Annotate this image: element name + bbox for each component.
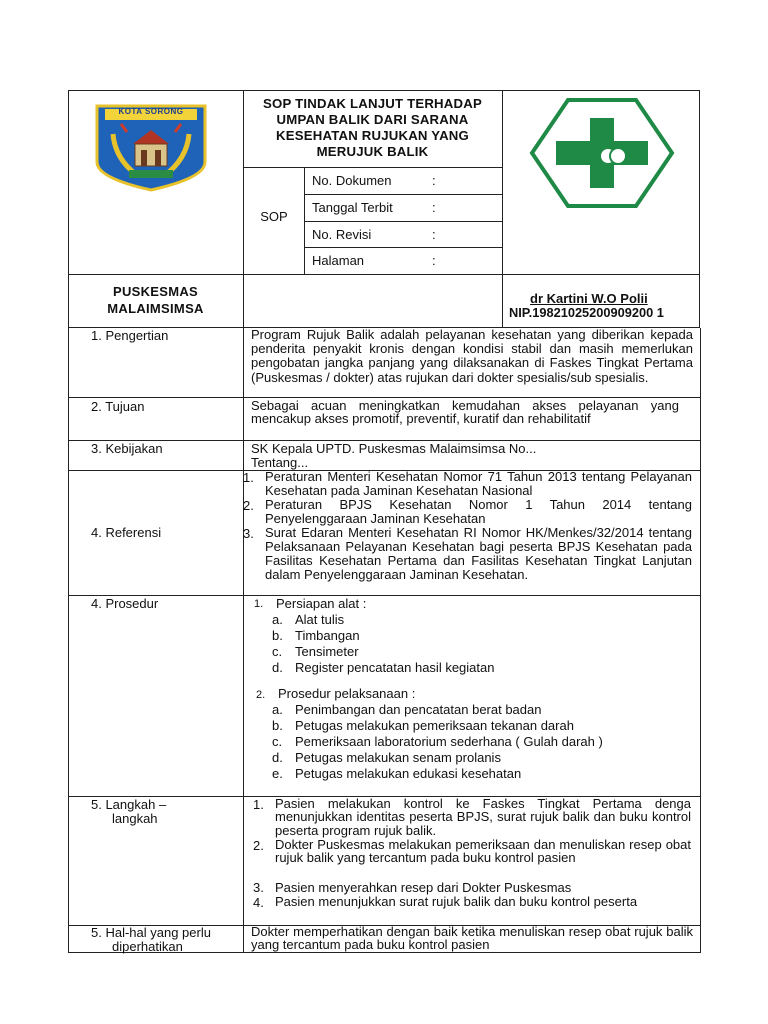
langkah-item: Pasien menyerahkan resep dari Dokter Puskesmas bbox=[275, 880, 572, 895]
field-label-tanggal-terbit: Tanggal Terbit bbox=[312, 200, 393, 215]
document-title: SOP TINDAK LANJUT TERHADAP UMPAN BALIK DARI SARANA KESEHATAN RUJUKAN YANG MERUJUK BALIK bbox=[263, 96, 482, 159]
prosedur-letter: b. bbox=[272, 628, 283, 643]
prosedur-item: Petugas melakukan pemeriksaan tekanan darah bbox=[295, 718, 574, 733]
signer-name: dr Kartini W.O Polii bbox=[530, 291, 648, 306]
prosedur-group-num: 1. bbox=[254, 598, 264, 610]
prosedur-letter: d. bbox=[272, 660, 283, 675]
section-label-tujuan: 2. Tujuan bbox=[91, 399, 145, 414]
puskesmas-logo bbox=[528, 98, 676, 208]
section-label-langkah-cont: langkah bbox=[112, 811, 158, 826]
prosedur-letter: d. bbox=[272, 750, 283, 765]
field-colon: : bbox=[432, 200, 436, 215]
kota-sorong-logo bbox=[93, 104, 209, 192]
prosedur-item: Tensimeter bbox=[295, 644, 359, 659]
prosedur-group-title: Prosedur pelaksanaan : bbox=[278, 686, 416, 701]
langkah-num: 1. bbox=[253, 797, 264, 812]
langkah-item: Pasien menunjukkan surat rujuk balik dan buku kontrol peserta bbox=[275, 894, 638, 909]
prosedur-item: Timbangan bbox=[295, 628, 360, 643]
prosedur-letter: c. bbox=[272, 734, 283, 749]
prosedur-letter: e. bbox=[272, 766, 283, 781]
field-label-halaman: Halaman bbox=[312, 253, 365, 268]
prosedur-letter: b. bbox=[272, 718, 283, 733]
langkah-num: 3. bbox=[253, 880, 264, 895]
body-column-divider bbox=[243, 328, 244, 952]
tujuan-text: Sebagai acuan meningkatkan kemudahan akses pelayanan yang mencakup akses promotif, preventif, kuratif dan rehabilitatif bbox=[251, 398, 679, 426]
org-name-line2: MALAIMSIMSA bbox=[107, 301, 204, 316]
prosedur-item: Petugas melakukan edukasi kesehatan bbox=[295, 766, 522, 781]
org-divider bbox=[68, 274, 700, 275]
section-label-prosedur: 4. Prosedur bbox=[91, 596, 159, 611]
header-divider-right bbox=[502, 90, 503, 328]
logo-label: KOTA SORONG bbox=[118, 107, 184, 116]
body-border-left bbox=[68, 328, 69, 952]
sop-label: SOP bbox=[260, 209, 288, 224]
field-row-line bbox=[304, 247, 502, 248]
field-row-line bbox=[304, 221, 502, 222]
langkah-num: 2. bbox=[253, 838, 264, 853]
hal-text: Dokter memperhatikan dengan baik ketika menuliskan resep obat rujuk balik yang tercantum pada buku kontrol pasien bbox=[251, 924, 693, 953]
langkah-item: Pasien melakukan kontrol ke Faskes Tingkat Pertama denga menunjukkan identitas peserta BPJS, surat rujuk balik dan buku kontrol peserta program rujuk balik. bbox=[275, 796, 691, 838]
prosedur-letter: a. bbox=[272, 612, 283, 627]
langkah-num: 4. bbox=[253, 895, 264, 910]
referensi-item: Surat Edaran Menteri Kesehatan RI Nomor HK/Menkes/32/2014 tentang Pelaksanaan Pelayanan Kesehatan bagi peserta BPJS Kesehatan pada Fasilitas Kesehatan Pertama dan Fasilitas Kesehatan Tingkat Lanjutan dalam Penyelenggaraan Jaminan Kesehatan. bbox=[265, 525, 692, 582]
prosedur-letter: a. bbox=[272, 702, 283, 717]
referensi-num: 2. bbox=[243, 498, 254, 513]
kebijakan-line1: SK Kepala UPTD. Puskesmas Malaimsimsa No... bbox=[251, 441, 537, 456]
field-colon: : bbox=[432, 253, 436, 268]
field-label-no-dokumen: No. Dokumen bbox=[312, 173, 392, 188]
field-colon: : bbox=[432, 173, 436, 188]
section-label-referensi: 4. Referensi bbox=[91, 525, 162, 540]
prosedur-group-num: 2. bbox=[256, 689, 266, 701]
section-label-langkah: 5. Langkah – bbox=[91, 797, 167, 812]
prosedur-item: Petugas melakukan senam prolanis bbox=[295, 750, 501, 765]
signer-nip: NIP.19821025200909200 1 bbox=[509, 305, 664, 320]
org-name-line1: PUSKESMAS bbox=[112, 284, 199, 299]
prosedur-item: Register pencatatan hasil kegiatan bbox=[295, 660, 495, 675]
field-label-no-revisi: No. Revisi bbox=[312, 227, 372, 242]
pengertian-text: Program Rujuk Balik adalah pelayanan kesehatan yang diberikan kepada penderita penyakit kronis dengan kondisi stabil dan masih memerlukan pengobatan jangka panjang yang dilaksanakan di Faskes Tingkat Pertama (Puskesmas / dokter) atas rujukan dari dokter spesialis/sub spesialis. bbox=[251, 327, 693, 385]
prosedur-item: Penimbangan dan pencatatan berat badan bbox=[295, 702, 542, 717]
section-label-hal: 5. Hal-hal yang perlu bbox=[91, 925, 211, 940]
prosedur-item: Pemeriksaan laboratorium sederhana ( Gulah darah ) bbox=[295, 734, 603, 749]
referensi-item: Peraturan BPJS Kesehatan Nomor 1 Tahun 2014 tentang Penyelenggaraan Jaminan Kesehatan bbox=[265, 497, 692, 526]
langkah-item: Dokter Puskesmas melakukan pemeriksaan dan menuliskan resep obat rujuk balik yang tercantum pada buku kontrol pasien bbox=[275, 837, 691, 866]
section-label-pengertian: 1. Pengertian bbox=[91, 328, 169, 343]
referensi-num: 1. bbox=[243, 470, 254, 485]
prosedur-letter: c. bbox=[272, 644, 283, 659]
referensi-item: Peraturan Menteri Kesehatan Nomor 71 Tahun 2013 tentang Pelayanan Kesehatan pada Jaminan Kesehatan Nasional bbox=[265, 469, 692, 498]
prosedur-item: Alat tulis bbox=[295, 612, 345, 627]
prosedur-group-title: Persiapan alat : bbox=[276, 596, 367, 611]
field-row-line bbox=[304, 194, 502, 195]
section-label-kebijakan: 3. Kebijakan bbox=[91, 441, 163, 456]
section-label-hal-cont: diperhatikan bbox=[112, 939, 183, 954]
row-divider bbox=[68, 595, 700, 596]
field-colon: : bbox=[432, 227, 436, 242]
body-border-right bbox=[700, 328, 701, 952]
referensi-num: 3. bbox=[243, 526, 254, 541]
kebijakan-line2: Tentang... bbox=[251, 455, 309, 470]
title-divider bbox=[243, 167, 502, 168]
